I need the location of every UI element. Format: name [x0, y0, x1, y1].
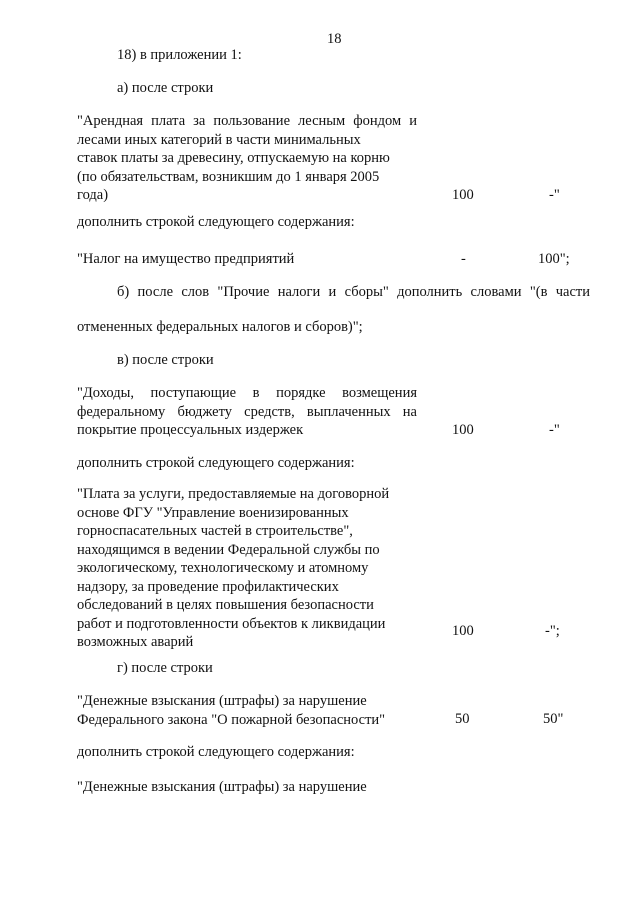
block4-line: обследований в целях повышения безопасности	[77, 597, 374, 613]
block1-line: лесами иных категорий в части минимальных	[77, 131, 361, 148]
supplement-text-3: дополнить строкой следующего содержания:	[77, 744, 355, 760]
block3-col1: 100	[452, 422, 474, 438]
block1-line: "Арендная плата за пользование лесным фондом и	[77, 113, 417, 129]
block6-text	[77, 778, 417, 797]
block3-line: "Доходы, поступающие в порядке возмещения	[77, 385, 417, 401]
block1-line: ставок платы за древесину, отпускаемую на корню	[77, 150, 390, 166]
block4-col1: 100	[452, 623, 474, 639]
item-g-heading: г) после строки	[117, 660, 213, 676]
block4-text	[77, 485, 417, 652]
block4-line: надзору, за проведение профилактических	[77, 578, 339, 595]
block5-col1: 50	[455, 711, 470, 727]
block5-line: Федерального закона "О пожарной безопасности"	[77, 711, 386, 728]
block5-line: "Денежные взыскания (штрафы) за нарушение	[77, 693, 367, 709]
block6-line: "Денежные взыскания (штрафы) за нарушение	[77, 779, 367, 795]
block2-col2: 100";	[538, 251, 570, 267]
item-b-line1: б) после слов "Прочие налоги и сборы" дополнить словами "(в части	[117, 284, 590, 300]
block4-col2: -";	[545, 623, 560, 639]
block1-text	[77, 112, 417, 205]
block1-col1: 100	[452, 187, 474, 203]
block4-line: "Плата за услуги, предоставляемые на договорной	[77, 486, 390, 502]
item-a-heading: а) после строки	[117, 80, 214, 96]
block3-text	[77, 384, 417, 440]
item-v-heading: в) после строки	[117, 352, 214, 368]
block5-text	[77, 692, 417, 729]
block4-line: горноспасательных частей в строительстве",	[77, 523, 353, 539]
block4-line: находящимся в ведении Федеральной службы по	[77, 541, 380, 558]
block4-line: экологическому, технологическому и атомному	[77, 560, 369, 576]
block3-col2: -"	[549, 422, 560, 438]
block4-line: основе ФГУ "Управление военизированных	[77, 504, 349, 521]
block4-line: работ и подготовленности объектов к ликвидации	[77, 615, 386, 632]
block1-line: (по обязательствам, возникшим до 1 января 2005	[77, 168, 380, 185]
supplement-text-1: дополнить строкой следующего содержания:	[77, 214, 355, 230]
block2-col1: -	[461, 251, 466, 267]
block1-line: года)	[77, 187, 109, 203]
block2-text: "Налог на имущество предприятий	[77, 251, 295, 267]
block5-col2: 50"	[543, 711, 564, 727]
page-number: 18	[327, 31, 342, 47]
block4-line: возможных аварий	[77, 634, 194, 650]
block3-line: покрытие процессуальных издержек	[77, 422, 304, 438]
block1-col2: -"	[549, 187, 560, 203]
item-18-heading: 18) в приложении 1:	[117, 47, 242, 63]
block3-line: федеральному бюджету средств, выплаченных на	[77, 403, 417, 420]
item-b-line2: отмененных федеральных налогов и сборов)";	[77, 319, 363, 335]
supplement-text-2: дополнить строкой следующего содержания:	[77, 455, 355, 471]
